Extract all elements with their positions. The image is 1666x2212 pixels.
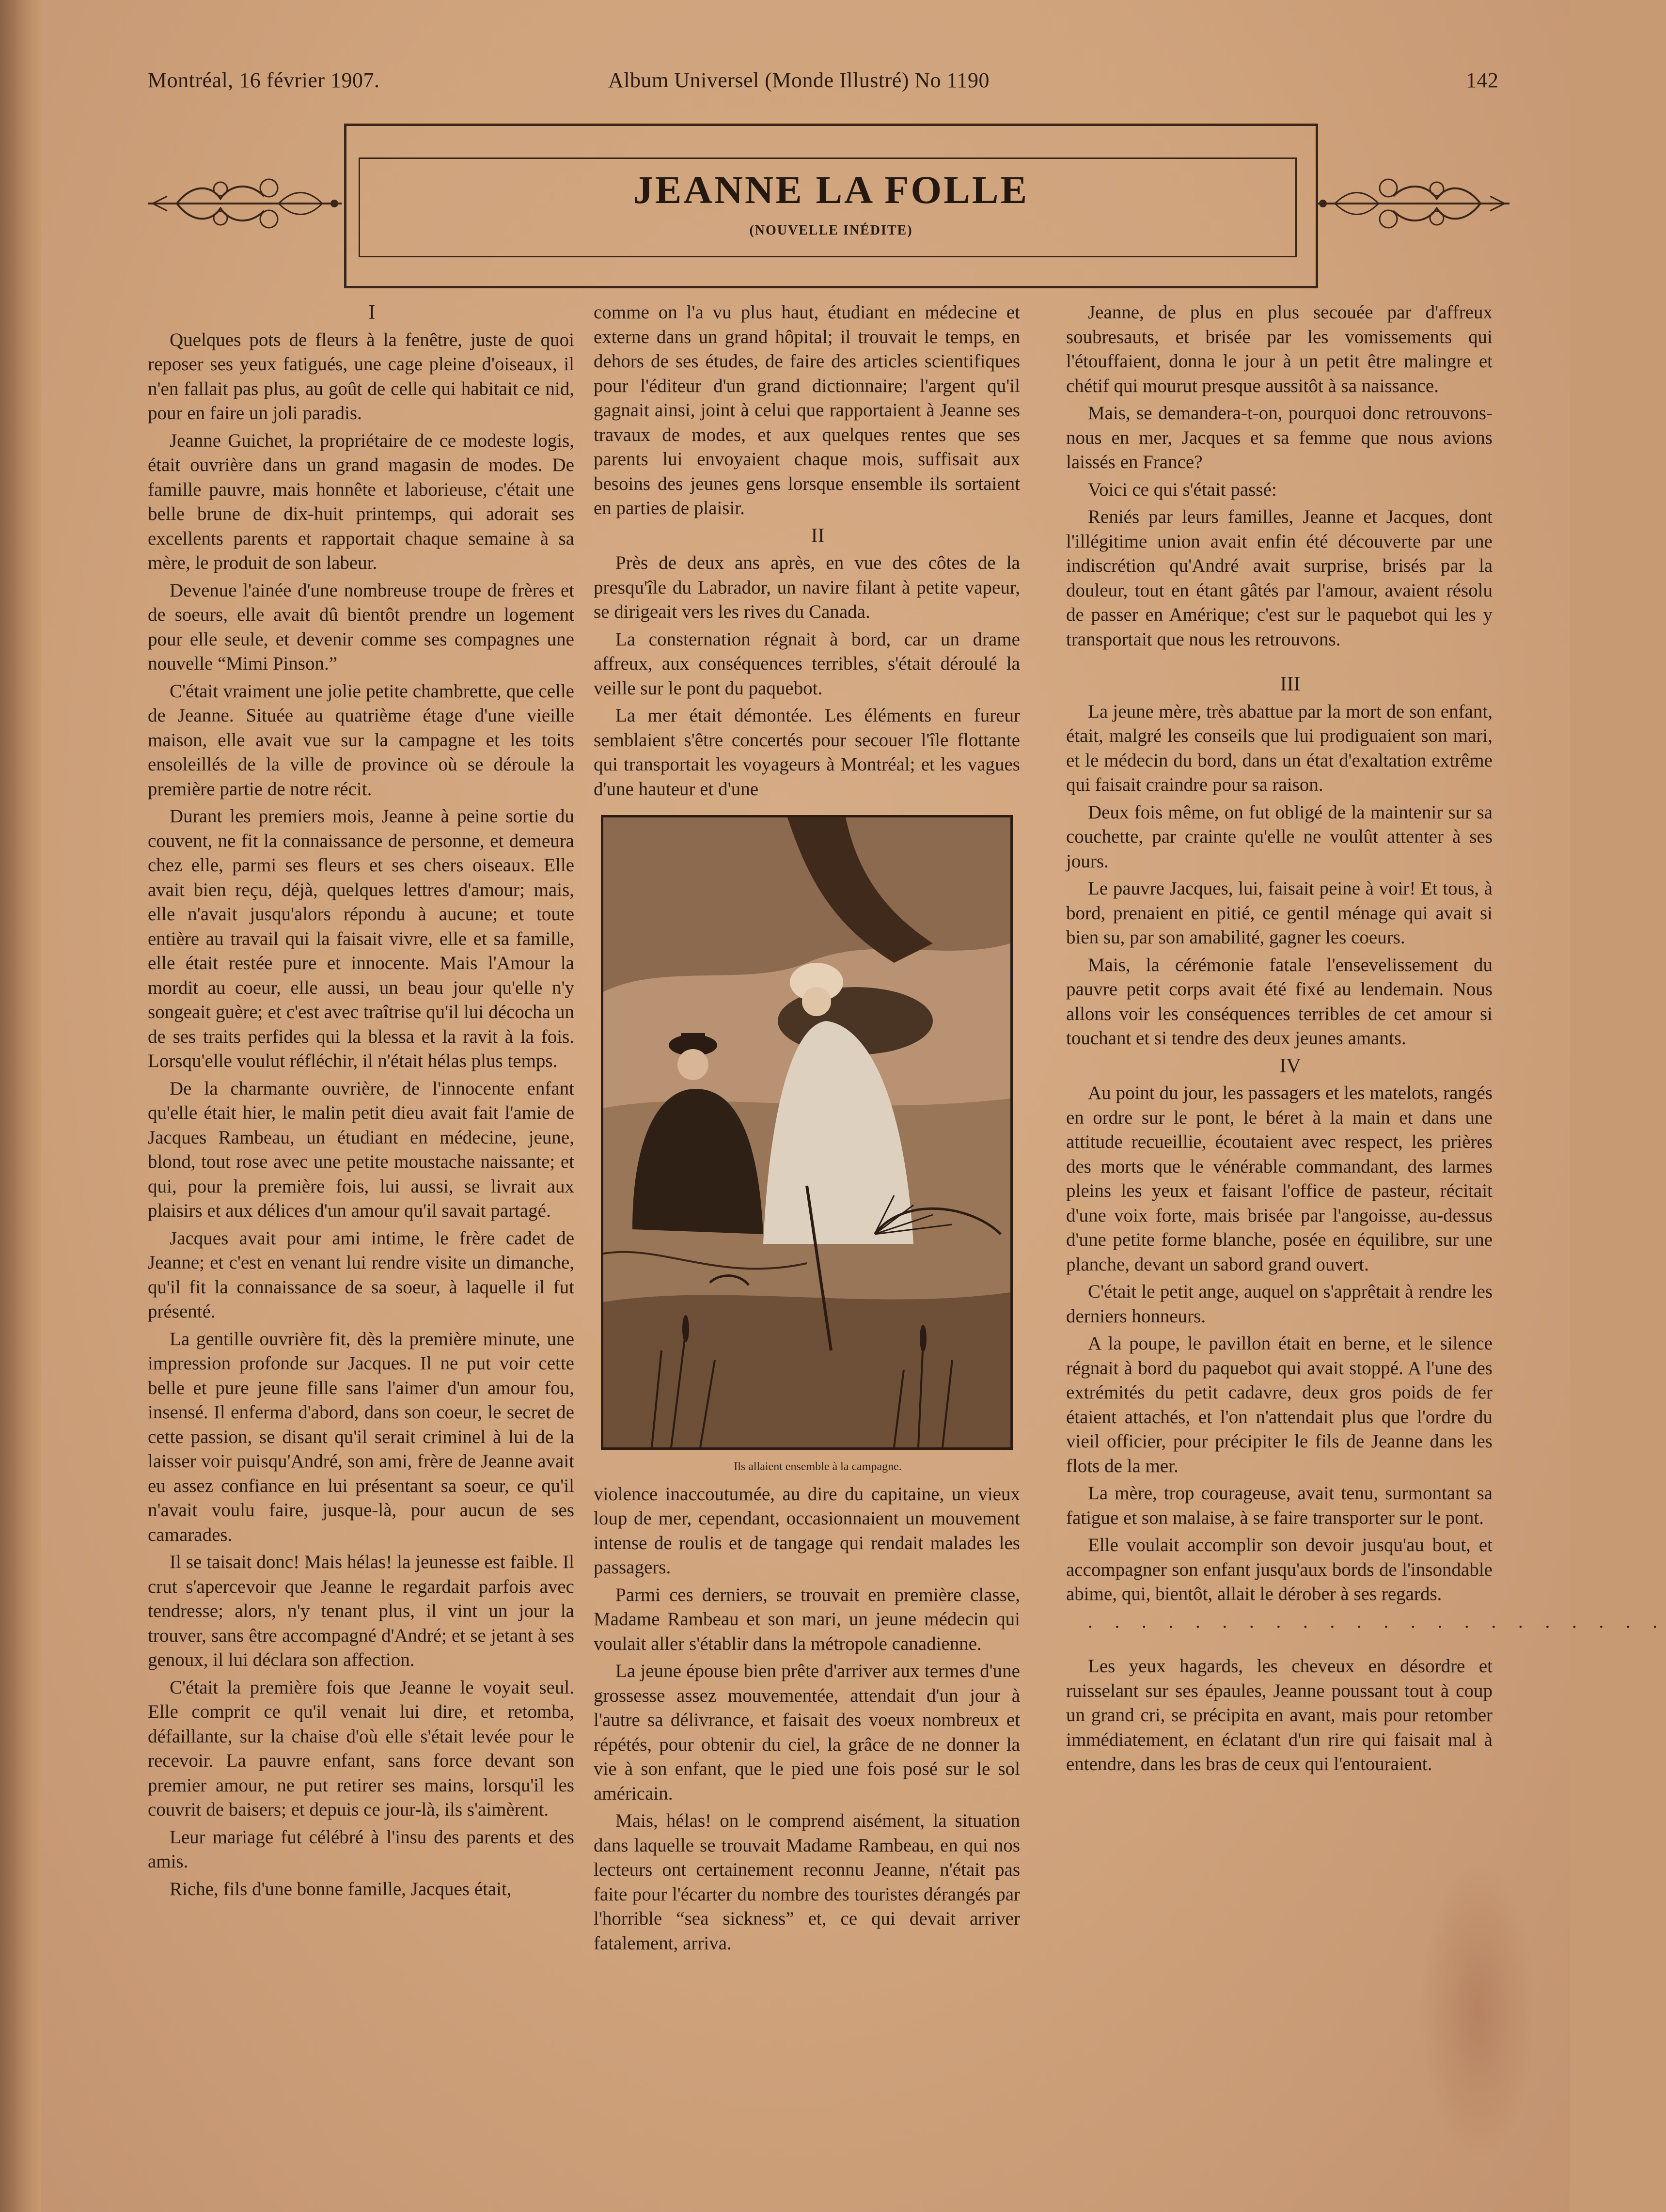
paragraph: La mer était démontée. Les éléments en fureur semblaient s'être concertés pour secouer l'île flottante qui transportait les voyageurs à Montréal; et les vagues d'une hauteur et d'une (594, 705, 1020, 800)
paragraph: La consternation régnait à bord, car un drame affreux, aux conséquences terribles, s'était déroulé la veille sur le pont du paquebot. (594, 628, 1020, 699)
paragraph: Mais, la cérémonie fatale l'ensevelissement du pauvre petit corps avait été fixé au lendemain. Nous allons voir les conséquences terribles de cet amour si touchant et si tendre des deux jeunes amants. (1066, 954, 1493, 1049)
paragraph: violence inaccoutumée, au dire du capitaine, un vieux loup de mer, cependant, occasionnaient un mouvement intense de roulis et de tangage qui rendait malades les passagers. (594, 1483, 1020, 1578)
spacer (1066, 1637, 1493, 1654)
paragraph: Devenue l'ainée d'une nombreuse troupe de frères et de soeurs, elle avait dû bientôt prendre un logement pour elle seule, et devenir comme ses compagnes une nouvelle “Mimi Pinson.” (148, 580, 574, 674)
text-column-2 (594, 300, 1020, 1959)
section-heading-2: II (811, 524, 825, 547)
header-date: Montréal, 16 février 1907. (148, 68, 380, 92)
header-publication: Album Universel (Monde Illustré) No 1190 (608, 68, 990, 92)
paragraph: comme on l'a vu plus haut, étudiant en médecine et externe dans un grand hôpital; il trouvait le temps, en dehors de ses études, de faire des articles scientifiques pour l'éditeur d'un grand dictionnaire; l'argent qu'il gagnait ainsi, joint à celui que rapportaient à Jeanne ses travaux de modes, et aux quelques rentes que ses parents lui envoyaient chaque mois, suffisait aux besoins des jeunes gens lorsque ensemble ils sortaient en parties de plaisir. (594, 302, 1020, 518)
floral-ornament-right (1316, 155, 1509, 252)
paragraph: Quelques pots de fleurs à la fenêtre, juste de quoi reposer ses yeux fatigués, une cage pleine d'oiseaux, il n'en fallait pas plus, au goût de celle qui habitait ce nid, pour en faire un joli paradis. (148, 329, 574, 424)
paragraph: La mère, trop courageuse, avait tenu, surmontant sa fatigue et son malaise, à se faire transporter sur le pont. (1066, 1483, 1493, 1528)
paragraph: C'était le petit ange, auquel on s'apprêtait à rendre les derniers honneurs. (1066, 1281, 1493, 1327)
paragraph: Au point du jour, les passagers et les matelots, rangés en ordre sur le pont, le béret à la main et dans une attitude recueillie, écoutaient avec respect, les prières des morts que le vénérable commandant, des larmes pleins les yeux et faisant l'office de pasteur, récitait d'une voix forte, mais brisée par l'angoisse, au-dessus d'une petite forme blanche, posée en équilibre, sur une planche, devant un sabord grand ouvert. (1066, 1082, 1493, 1275)
couple-in-countryside-image (603, 817, 1010, 1447)
engraving-illustration (601, 815, 1013, 1450)
section-heading-1: I (368, 301, 376, 324)
floral-ornament-left (148, 155, 342, 252)
paragraph: Jeanne Guichet, la propriétaire de ce modeste logis, était ouvrière dans un grand magasin de modes. De famille pauvre, mais honnête et laborieuse, c'était une belle brune de dix-huit printemps, qui adorait ses excellents parents et rapportait chaque semaine à sa mère, le produit de son labeur. (148, 430, 574, 573)
paragraph: Il se taisait donc! Mais hélas! la jeunesse est faible. Il crut s'apercevoir que Jeanne le regardait parfois avec tendresse; alors, n'y tenant plus, il vint un jour la trouver, sans être accompagné d'André; et se jetant à ses genoux, il lui déclara son affection. (148, 1552, 574, 1670)
paper-stain (1420, 1861, 1536, 2161)
section-heading-3: III (1280, 673, 1301, 695)
paragraph: La gentille ouvrière fit, dès la première minute, une impression profonde sur Jacques. Il ne put voir cette belle et pure jeune fille sans l'aimer d'un amour fou, insensé. Il enferma d'abord, dans son coeur, le secret de cette passion, se disant qu'il serait criminel à lui de la laisser voir puisqu'André, son ami, frère de Jeanne avait eu assez confiance en lui présentant sa soeur, ce qu'il n'avait voulu faire, jusque-là, pour aucun de ses camarades. (148, 1328, 574, 1545)
header-page-number: 142 (1466, 68, 1499, 92)
paragraph: Leur mariage fut célébré à l'insu des parents et des amis. (148, 1826, 574, 1872)
paragraph: Jeanne, de plus en plus secouée par d'affreux soubresauts, et brisée par les vomissements qui l'étouffaient, donna le jour à un petit être malingre et chétif qui mourut presque aussitôt à sa naissance. (1066, 302, 1493, 396)
paragraph: La jeune mère, très abattue par la mort de son enfant, était, malgré les conseils que lui prodiguaient son mari, et le médecin du bord, dans un état d'exaltation extrême qui faisait craindre pour sa raison. (1066, 701, 1493, 795)
ellipsis-divider: . . . . . . . . . . . . . . . . . . . . . . (1088, 1611, 1666, 1632)
illustration-caption: Ils allaient ensemble à la campagne. (734, 1460, 902, 1473)
text-column-3 (1066, 300, 1666, 1780)
paragraph: Riche, fils d'une bonne famille, Jacques était, (170, 1878, 512, 1899)
article-title: JEANNE LA FOLLE (633, 168, 1029, 212)
section-heading-4: IV (1279, 1054, 1301, 1077)
paragraph: Mais, se demandera-t-on, pourquoi donc retrouvons-nous en mer, Jacques et sa femme que nous avions laissés en France? (1066, 403, 1493, 472)
paragraph: Près de deux ans après, en vue des côtes de la presqu'île du Labrador, un navire filant à petite vapeur, se dirigeait vers les rives du Canada. (594, 552, 1020, 622)
paragraph: Mais, hélas! on le comprend aisément, la situation dans laquelle se trouvait Madame Rambeau, en qui nos lecteurs ont certainement reconnu Jeanne, n'était pas faite pour l'écarter du nombre des touristes dérangés par l'horrible “sea sickness” et, ce qui devait arriver fatalement, arriva. (594, 1810, 1020, 1954)
spacer (1066, 655, 1493, 672)
paragraph: Reniés par leurs familles, Jeanne et Jacques, dont l'illégitime union avait enfin été découverte par une indiscrétion qu'André avait surprise, brisés par la douleur, tout en étant gâtés par l'amour, avaient résolu de passer en Amérique; c'est sur le paquebot qui les y transportait que nous les retrouvons. (1066, 506, 1493, 650)
paragraph: Durant les premiers mois, Jeanne à peine sortie du couvent, ne fit la connaissance de personne, et demeura chez elle, parmi ses fleurs et ses chers oiseaux. Elle avait bien reçu, déjà, quelques lettres d'amour; mais, elle n'avait jusqu'alors répondu à aucune; et toute entière au travail qui la faisait vivre, elle et sa famille, elle était restée pure et innocente. Mais l'Amour la mordit au coeur, elle aussi, un beau jour qu'elle n'y songeait guère; et c'est avec traîtrise qu'il lui décocha un de ses traits perfides qui la blessa et la ravit à la fois. Lorsqu'elle voulut réfléchir, il n'était hélas plus temps. (148, 806, 574, 1071)
paragraph: Deux fois même, on fut obligé de la maintenir sur sa couchette, par crainte qu'elle ne voulût attenter à ses jours. (1066, 801, 1493, 872)
paragraph: Voici ce qui s'était passé: (1088, 479, 1277, 500)
paragraph: C'était vraiment une jolie petite chambrette, que celle de Jeanne. Située au quatrième étage d'une vieille maison, elle avait vue sur la campagne et les toits ensoleillés de la ville de province où se déroule la première partie de notre récit. (148, 680, 574, 800)
paragraph: De la charmante ouvrière, de l'innocente enfant qu'elle était hier, le malin petit dieu avait fait l'amie de Jacques Rambeau, un étudiant en médecine, jeune, blond, tout rose avec une petite moustache naissante; et qui, pour la première fois, lui aussi, se livrait aux plaisirs et aux délices d'un amour qu'il savait partagé. (148, 1078, 574, 1221)
paragraph: La jeune épouse bien prête d'arriver aux termes d'une grossesse assez mouvementée, attendait d'un jour à l'autre sa délivrance, et faisait des voeux nombreux et répétés, pour obtenir du ciel, la grâce de ne donner la vie à son enfant, que le pied une fois posé sur le sol américain. (594, 1661, 1020, 1804)
paragraph: C'était la première fois que Jeanne le voyait seul. Elle comprit ce qu'il venait lui dire, et retomba, défaillante, sur la chaise d'où elle s'était levée pour le recevoir. La pauvre enfant, sans force devant son premier amour, ne put retirer ses mains, lorsqu'il les couvrit de baisers; et depuis ce jour-là, ils s'aimèrent. (148, 1677, 574, 1820)
page-gutter (0, 0, 41, 2212)
paragraph: Le pauvre Jacques, lui, faisait peine à voir! Et tous, à bord, prenaient en pitié, ce gentil ménage qui avait si bien su, par son amabilité, gagner les coeurs. (1066, 878, 1493, 948)
paragraph: Jacques avait pour ami intime, le frère cadet de Jeanne; et c'est en venant lui rendre visite un dimanche, qu'il fit la connaissance de sa soeur, à laquelle il fut présenté. (148, 1227, 574, 1322)
article-subtitle: (NOUVELLE INÉDITE) (749, 223, 913, 238)
paragraph: A la poupe, le pavillon était en berne, et le silence régnait à bord du paquebot qui avait stoppé. A l'une des extrémités du petit cadavre, deux gros poids de fer étaient attachés, et l'on n'attendait plus que l'ordre du vieil officier, pour précipiter le fils de Jeanne dans les flots de la mer. (1066, 1333, 1493, 1476)
paragraph: Elle voulait accomplir son devoir jusqu'au bout, et accompagner son enfant jusqu'aux bords de l'insondable abime, qui, bientôt, allait le dérober à ses regards. (1066, 1535, 1493, 1604)
paragraph: Parmi ces derniers, se trouvait en première classe, Madame Rambeau et son mari, un jeune médecin qui voulait aller s'établir dans la métropole canadienne. (594, 1584, 1020, 1654)
text-column-1 (148, 300, 574, 1904)
paragraph: Les yeux hagards, les cheveux en désordre et ruisselant sur ses épaules, Jeanne poussant tout à coup un grand cri, se précipita en avant, mais pour retomber immédiatement, en éclatant d'un rire qui faisait mal à entendre, dans les bras de ceux qui l'entouraient. (1066, 1656, 1493, 1774)
